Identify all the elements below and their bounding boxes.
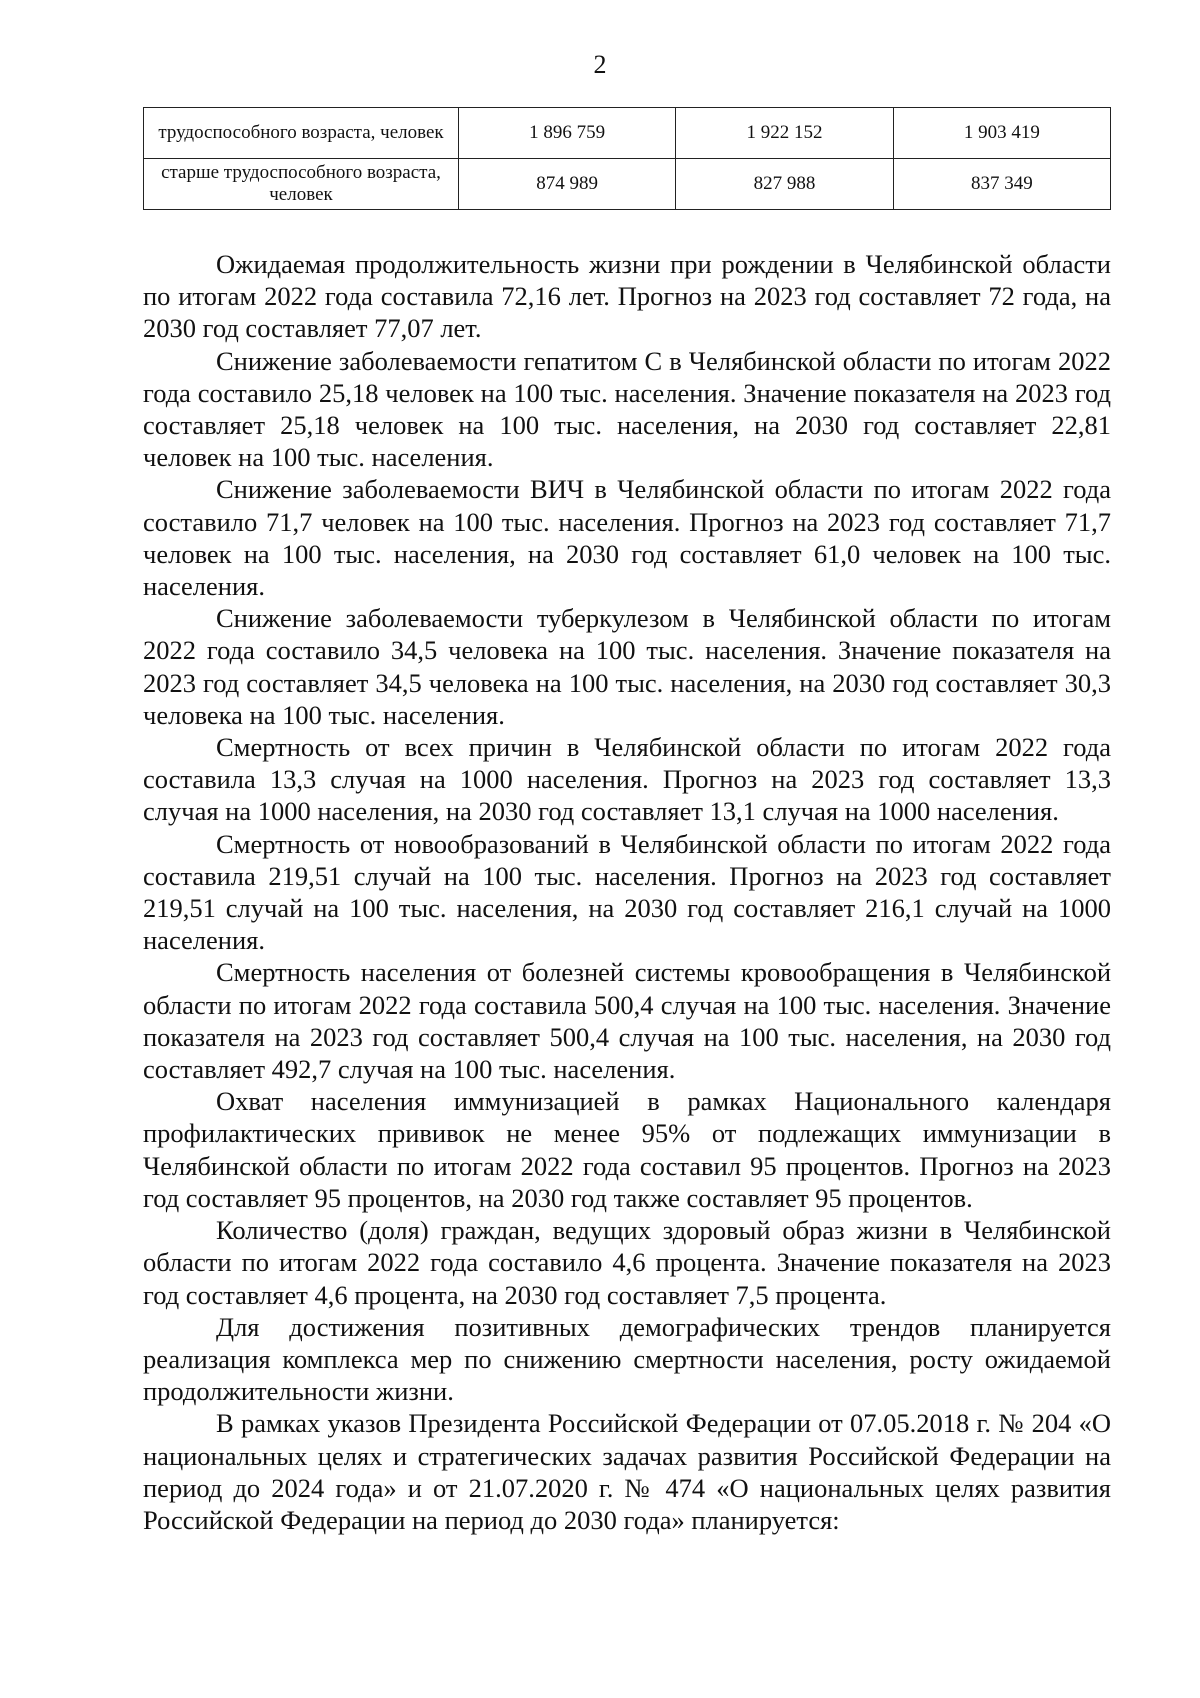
document-body [143,248,1111,1536]
table-cell: 1 896 759 [459,108,676,159]
paragraph-life-expectancy: Ожидаемая продолжительность жизни при рождении в Челябинской области по итогам 2022 года составила 72,16 лет. Прогноз на 2023 год составляет 72 года, на 2030 год составляет 77,07 лет. [143,249,1111,344]
table-cell: 1 903 419 [893,108,1110,159]
table-row [144,159,1111,210]
table-cell: 837 349 [893,159,1110,210]
indicators-table [143,107,1111,210]
table-cell: 874 989 [459,159,676,210]
paragraph-presidential-decrees: В рамках указов Президента Российской Федерации от 07.05.2018 г. № 204 «О национальных целях и стратегических задачах развития Российской Федерации на период до 2024 года» и от 21.07.2020 г. № 474 «О национальных целях развития Российской Федерации на период до 2030 года» планируется: [143,1408,1111,1535]
table-cell: 1 922 152 [676,108,893,159]
table-cell: 827 988 [676,159,893,210]
paragraph-tuberculosis: Снижение заболеваемости туберкулезом в Челябинской области по итогам 2022 года составило 34,5 человека на 100 тыс. населения. Значение показателя на 2023 год составляет 34,5 человека на 100 тыс. населения, на 2030 год составляет 30,3 человека на 100 тыс. населения. [143,603,1111,730]
paragraph-mortality-all-causes: Смертность от всех причин в Челябинской области по итогам 2022 года составила 13,3 случая на 1000 населения. Прогноз на 2023 год составляет 13,3 случая на 1000 населения, на 2030 год составляет 13,1 случая на 1000 населения. [143,732,1111,827]
paragraph-hiv: Снижение заболеваемости ВИЧ в Челябинской области по итогам 2022 года составило 71,7 человек на 100 тыс. населения. Прогноз на 2023 год составляет 71,7 человек на 100 тыс. населения, на 2030 год составляет 61,0 человек на 100 тыс. населения. [143,474,1111,602]
table-row [144,108,1111,159]
paragraph-healthy-lifestyle: Количество (доля) граждан, ведущих здоровый образ жизни в Челябинской области по итогам 2022 года составило 4,6 процента. Значение показателя на 2023 год составляет 4,6 процента, на 2030 год составляет 7,5 процента. [143,1215,1111,1310]
paragraph-demographic-trends: Для достижения позитивных демографических трендов планируется реализация комплекса мер по снижению смертности населения, росту ожидаемой продолжительности жизни. [143,1311,1111,1407]
page-number: 2 [593,50,607,79]
paragraph-hepatitis-c: Снижение заболеваемости гепатитом С в Челябинской области по итогам 2022 года составило 25,18 человек на 100 тыс. населения. Значение показателя на 2023 год составляет 25,18 человек на 100 тыс. населения, на 2030 год составляет 22,81 человек на 100 тыс. населения. [143,345,1111,473]
paragraph-mortality-neoplasms: Смертность от новообразований в Челябинской области по итогам 2022 года составила 219,51 случай на 100 тыс. населения. Прогноз на 2023 год составляет 219,51 случай на 100 тыс. населения, на 2030 год составляет 216,1 случай на 1000 населения. [143,828,1111,956]
paragraph-immunization: Охват населения иммунизацией в рамках Национального календаря профилактических прививок не менее 95% от подлежащих иммунизации в Челябинской области по итогам 2022 года составил 95 процентов. Прогноз на 2023 год составляет 95 процентов, на 2030 год также составляет 95 процентов. [143,1086,1111,1213]
paragraph-mortality-circulatory: Смертность населения от болезней системы кровообращения в Челябинской области по итогам 2022 года составила 500,4 случая на 100 тыс. населения. Значение показателя на 2023 год составляет 500,4 случая на 100 тыс. населения, на 2030 год составляет 492,7 случая на 100 тыс. населения. [143,957,1111,1085]
table-row-label: трудоспособного возраста, человек [144,108,459,159]
table-row-label: старше трудоспособного возраста, человек [144,159,459,210]
